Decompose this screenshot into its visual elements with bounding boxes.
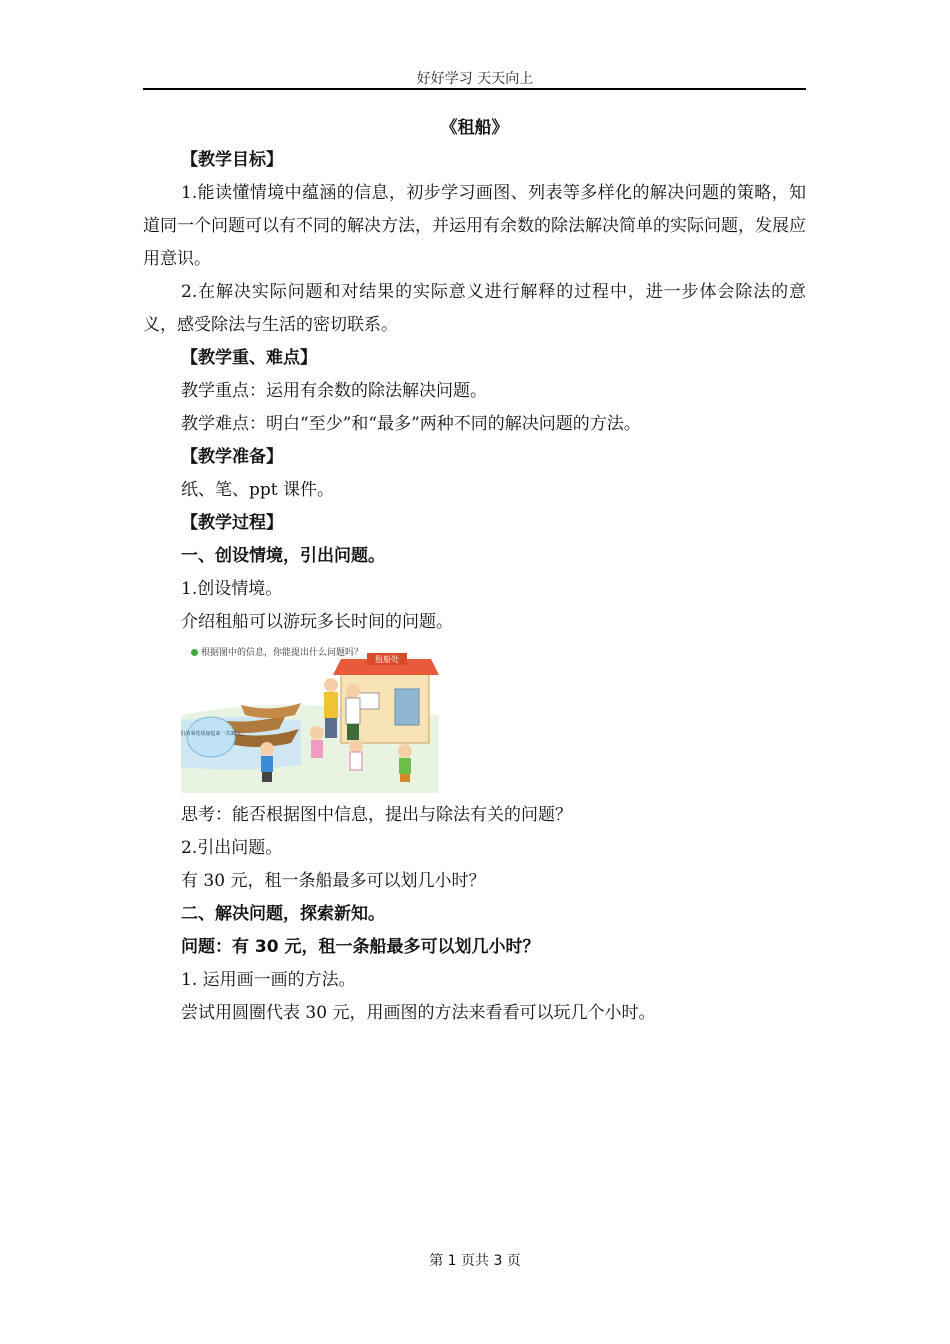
- bullet-icon: [191, 649, 198, 656]
- child-1: [260, 742, 274, 782]
- header-rule: [143, 88, 806, 90]
- part1-heading: 一、创设情境，引出问题。: [181, 546, 385, 566]
- prep-heading: 【教学准备】: [181, 447, 283, 467]
- part2-heading: 二、解决问题，探索新知。: [181, 904, 385, 924]
- document-body: [143, 112, 806, 1030]
- figure-caption: [191, 645, 363, 658]
- method1-desc: 尝试用圆圈代表 30 元，用画图的方法来看看可以玩几个小时。: [181, 1003, 656, 1023]
- figure-caption-text: 根据图中的信息，你能提出什么问题吗？: [201, 648, 364, 658]
- goal-1: 1.能读懂情境中蕴涵的信息，初步学习画图、列表等多样化的解决问题的策略，知道同一个问题可以有不同的解决方法，并运用有余数的除法解决简单的实际问题，发展应用意识。: [143, 183, 806, 269]
- difficult-point: 教学难点：明白“至少”和“最多”两种不同的解决问题的方法。: [181, 414, 641, 434]
- child-4: [398, 744, 412, 782]
- adult-1: [324, 678, 338, 738]
- shop-sign-text: 租船处: [375, 655, 399, 664]
- page-header: 好好学习 天天向上: [416, 71, 534, 87]
- child-3: [349, 738, 363, 770]
- adult-2: [346, 684, 360, 740]
- document-title: 《租船》: [440, 118, 509, 138]
- goals-heading: 【教学目标】: [181, 150, 283, 170]
- step1-desc: 介绍租船可以游玩多长时间的问题。: [181, 612, 453, 632]
- key-heading: 【教学重、难点】: [181, 348, 317, 368]
- boat-rental-illustration: [181, 645, 439, 793]
- key-point: 教学重点：运用有余数的除法解决问题。: [181, 381, 487, 401]
- step2: 2.引出问题。: [181, 838, 283, 858]
- step2-desc: 有 30 元，租一条船最多可以划几小时？: [181, 871, 486, 891]
- child-2: [310, 726, 324, 758]
- goal-2: 2.在解决实际问题和对结果的实际意义进行解释的过程中，进一步体会除法的意义，感受除法与生活的密切联系。: [143, 282, 806, 335]
- method1: 1. 运用画一画的方法。: [181, 970, 356, 990]
- problem-statement: 问题：有 30 元，租一条船最多可以划几小时？: [181, 937, 540, 957]
- process-heading: 【教学过程】: [181, 513, 283, 533]
- think-question: 思考：能否根据图中信息，提出与除法有关的问题？: [181, 805, 572, 825]
- prep-text: 纸、笔、ppt 课件。: [181, 480, 334, 500]
- page-footer: 第 1 页共 3 页: [429, 1253, 521, 1269]
- step1: 1.创设情境。: [181, 579, 283, 599]
- bubble-text: 我们的零花钱加起来一共30元。: [181, 731, 247, 737]
- illustration-svg: [181, 645, 439, 793]
